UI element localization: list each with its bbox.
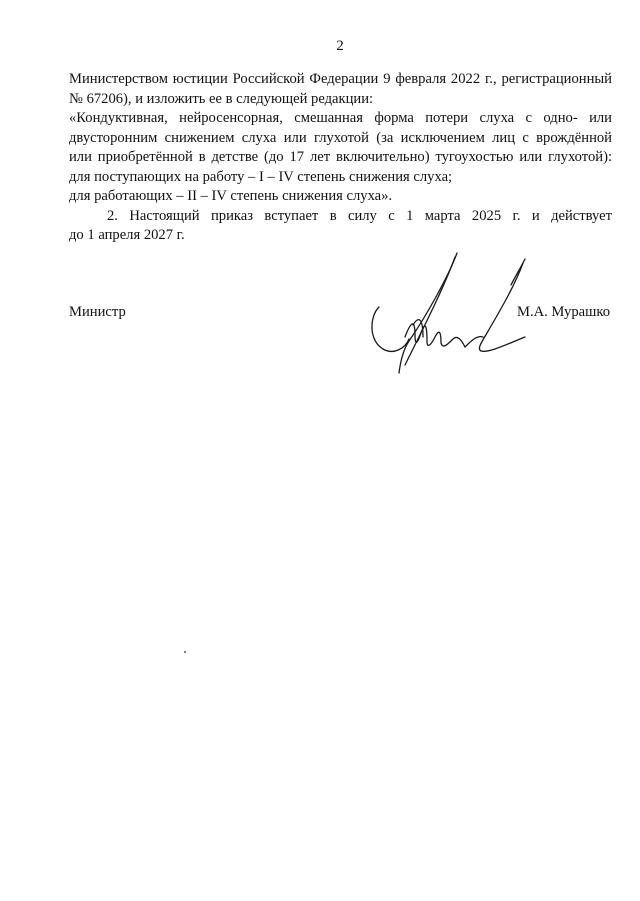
body-line: для работающих – II – IV степень снижения слуха». bbox=[69, 188, 393, 204]
body-line: двусторонним снижением слуха или глухотой (за исключением лиц с врождённой bbox=[69, 129, 612, 146]
body-line: «Кондуктивная, нейросенсорная, смешанная форма потери слуха с одно- или bbox=[69, 110, 612, 126]
scan-speck bbox=[184, 651, 186, 653]
body-line: до 1 апреля 2027 г. bbox=[69, 227, 185, 243]
document-body bbox=[69, 70, 612, 246]
body-line: № 67206), и изложить ее в следующей редакции: bbox=[69, 90, 374, 107]
signer-name: М.А. Мурашко bbox=[516, 304, 610, 320]
page-number: 2 bbox=[336, 38, 344, 54]
body-line: 2. Настоящий приказ вступает в силу с 1 марта 2025 г. и действует bbox=[107, 207, 612, 224]
body-line: Министерством юстиции Российской Федерации 9 февраля 2022 г., регистрационный bbox=[69, 71, 612, 87]
body-line: для поступающих на работу – I – IV степень снижения слуха; bbox=[69, 168, 453, 185]
body-line: или приобретённой в детстве (до 17 лет включительно) тугоухостью или глухотой): bbox=[69, 149, 612, 165]
signer-title: Министр bbox=[69, 304, 126, 320]
handwritten-signature bbox=[365, 245, 545, 385]
